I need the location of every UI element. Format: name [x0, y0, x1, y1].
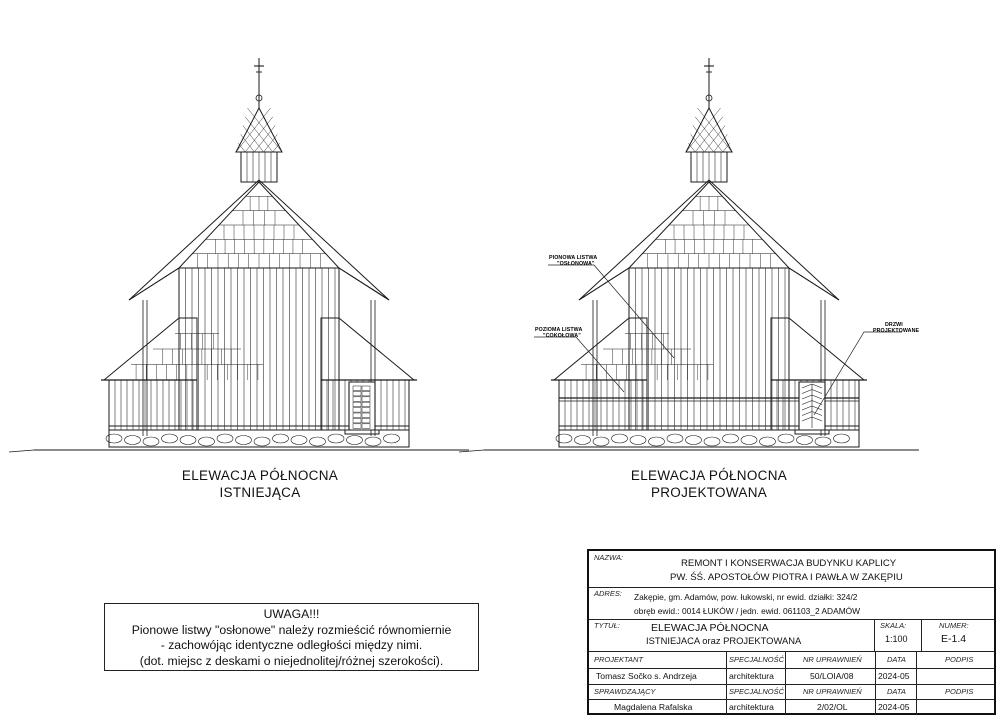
drawing-title-line1: ELEWACJA PÓŁNOCNA [651, 622, 769, 634]
note-line: (dot. miejsc z deskami o niejednolitej/różnej szerokości). [139, 653, 444, 668]
note-title: UWAGA!!! [263, 607, 320, 621]
designer-label: PROJEKTANT [594, 655, 644, 664]
foundation-stone [199, 437, 215, 446]
warning-note [104, 603, 479, 671]
foundation-stone [180, 436, 196, 445]
callout-pozioma-listwa [535, 327, 582, 339]
foundation-stone [612, 434, 628, 443]
foundation-stone [760, 437, 776, 446]
license-label: NR UPRAWNIEŃ [803, 687, 862, 696]
specialty-label: SPECJALNOŚĆ [729, 687, 785, 696]
address-line2: obręb ewid.: 0014 ŁUKÓW / jedn. ewid. 061103_2 ADAMÓW [634, 606, 861, 616]
foundation-stone [384, 434, 400, 443]
note-line: - zachowójąc identyczne odległości między nimi. [160, 638, 423, 652]
date-label: DATA [887, 687, 906, 696]
foundation-stone [162, 434, 178, 443]
svg-text:"OSŁONOWA": "OSŁONOWA" [557, 261, 595, 267]
foundation-stone [236, 436, 252, 445]
chapel-elevation [9, 58, 469, 452]
drawing-title-line2: ISTNIEJACA oraz PROJEKTOWANA [646, 635, 802, 646]
foundation-stone [106, 434, 122, 443]
callout-pionowa-listwa [549, 255, 597, 267]
signature-label: PODPIS [945, 687, 974, 696]
svg-text:PROJEKTOWANE: PROJEKTOWANE [873, 328, 920, 334]
turret-roof [236, 108, 282, 152]
foundation-stone [686, 436, 702, 445]
drawing-number: E-1.4 [941, 633, 967, 645]
foundation-stone [365, 437, 381, 446]
foundation-stone [630, 436, 646, 445]
signature-label: PODPIS [945, 655, 974, 664]
foundation-stone [291, 436, 307, 445]
caption-projected [609, 467, 809, 501]
foundation-stone [649, 437, 665, 446]
name-label: NAZWA: [594, 553, 624, 562]
foundation-stone [310, 437, 326, 446]
foundation-stone [797, 436, 813, 445]
callout-drzwi [873, 322, 919, 334]
foundation [109, 430, 409, 447]
foundation-stone [704, 437, 720, 446]
svg-text:"COKOŁOWA": "COKOŁOWA" [543, 333, 581, 339]
foundation-stone [217, 434, 233, 443]
project-name-line1: REMONT I KONSERWACJA BUDYNKU KAPLICY [681, 558, 897, 569]
foundation-stone [834, 434, 850, 443]
title-label: TYTUŁ: [594, 621, 620, 630]
foundation-stone [593, 437, 609, 446]
title-block [587, 549, 996, 715]
checker-date: 2024-05 [878, 702, 910, 712]
elevation-projected-drawing [449, 0, 950, 460]
number-label: NUMER: [939, 621, 969, 630]
designer-name: Tomasz Sočko s. Andrzeja [596, 671, 697, 681]
door-step [795, 430, 829, 434]
project-name-line2: PW. ŚŚ. APOSTOŁÓW PIOTRA I PAWŁA W ZAKĘPIU [670, 572, 903, 583]
address-label: ADRES: [594, 589, 622, 598]
scale-value: 1:100 [885, 634, 908, 644]
foundation-stone [328, 434, 344, 443]
address-line1: Zakępie, gm. Adamów, pow. łukowski, nr ewid. działki: 324/2 [634, 592, 858, 602]
door-step [345, 430, 379, 434]
foundation-stone [667, 434, 683, 443]
elevation-existing-drawing [0, 0, 501, 460]
svg-text:POZIOMA LISTWA: POZIOMA LISTWA [535, 327, 583, 333]
foundation [559, 430, 859, 447]
designer-specialty: architektura [729, 671, 774, 681]
foundation-stone [273, 434, 289, 443]
caption-line1: ELEWACJA PÓŁNOCNA [181, 468, 339, 483]
scale-label: SKALA: [880, 621, 907, 630]
foundation-stone [575, 436, 591, 445]
date-label: DATA [887, 655, 906, 664]
license-label: NR UPRAWNIEŃ [803, 655, 862, 664]
checker-name: Magdalena Rafalska [614, 702, 693, 712]
svg-text:PIONOWA LISTWA: PIONOWA LISTWA [549, 255, 598, 261]
foundation-stone [815, 437, 831, 446]
foundation-stone [556, 434, 572, 443]
chapel-elevation [459, 58, 919, 452]
svg-text:DRZWI: DRZWI [885, 322, 903, 328]
checker-label: SPRAWDZAJĄCY [594, 687, 656, 696]
caption-line2: ISTNIEJĄCA [219, 485, 301, 500]
checker-license: 2/02/OL [817, 702, 848, 712]
side-wall-left [109, 380, 197, 430]
side-wall-left [559, 380, 647, 430]
caption-existing [160, 467, 360, 501]
foundation-stone [778, 434, 794, 443]
foundation-stone [723, 434, 739, 443]
foundation-stone [347, 436, 363, 445]
note-line: Pionowe listwy "osłonowe" należy rozmieścić równomiernie [131, 622, 452, 637]
designer-date: 2024-05 [878, 671, 910, 681]
caption-line2: PROJEKTOWANA [650, 485, 768, 500]
turret-roof [686, 108, 732, 152]
foundation-stone [125, 436, 141, 445]
foundation-stone [254, 437, 270, 446]
caption-line1: ELEWACJA PÓŁNOCNA [630, 468, 788, 483]
specialty-label: SPECJALNOŚĆ [729, 655, 785, 664]
checker-specialty: architektura [729, 702, 774, 712]
foundation-stone [143, 437, 159, 446]
foundation-stone [741, 436, 757, 445]
designer-license: 50/LOIA/08 [810, 671, 854, 681]
